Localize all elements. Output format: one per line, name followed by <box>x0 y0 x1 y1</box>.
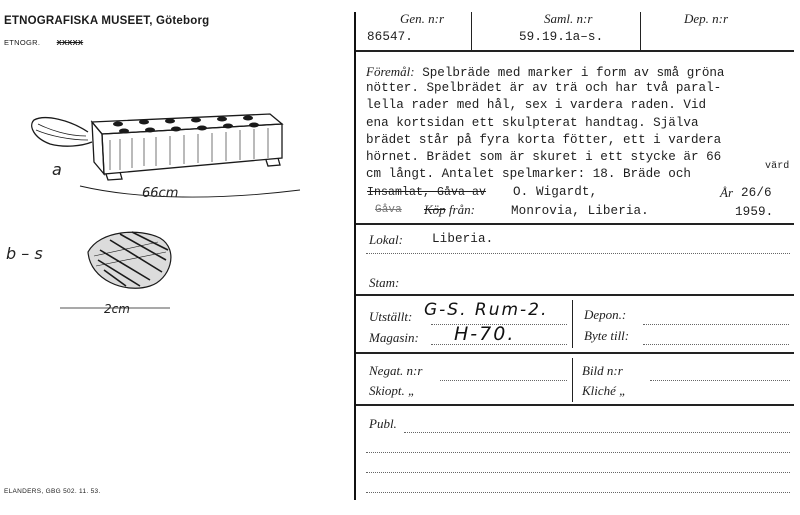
publ-label: Publ. <box>369 416 397 431</box>
year-label: År <box>720 185 733 200</box>
bild-dots <box>650 380 790 381</box>
description-line <box>366 64 725 80</box>
description-text-4: ena kortsidan ett skulpterat handtag. Själva <box>366 116 699 130</box>
sketch-size-a: 66cm <box>142 186 179 201</box>
printer-mark: ELANDERS, GBG 502. 11. 53. <box>4 488 101 495</box>
description-text-2: nötter. Spelbrädet är av trä och har två paral- <box>366 81 722 95</box>
magasin-dots <box>431 344 567 345</box>
size-line-a <box>80 186 300 197</box>
sketch-size-bs: 2cm <box>104 302 130 316</box>
description-text-1: Spelbräde med marker i form av små gröna <box>422 66 725 80</box>
acquisition-donor: O. Wigardt, <box>513 185 598 199</box>
acquisition-date: 26/6 <box>741 186 772 200</box>
dep-label: Dep. n:r <box>684 11 729 26</box>
skiopt-label: Skiopt. „ <box>369 383 416 398</box>
rule-top <box>356 50 794 52</box>
saml-value: 59.19.1a–s. <box>519 30 604 44</box>
photo-sep <box>572 358 573 402</box>
description-super: värd <box>765 161 790 172</box>
rule-photo <box>356 404 794 406</box>
mode-struck: Gåva <box>375 204 402 216</box>
publ-dots-4 <box>366 492 790 493</box>
etnogr-line <box>4 38 83 47</box>
mode-label <box>424 202 475 218</box>
byte-dots <box>643 344 789 345</box>
nut-sketch <box>88 232 171 288</box>
sketch-label-a: a <box>52 160 62 179</box>
description-text-6: hörnet. Brädet som är skuret i ett stycke är 66 <box>366 150 722 164</box>
stam-label: Stam: <box>369 275 400 290</box>
publ-dots-3 <box>366 472 790 473</box>
depon-dots <box>643 324 789 325</box>
byte-label: Byte till: <box>584 328 630 343</box>
gen-label: Gen. n:r <box>400 11 445 26</box>
publ-dots-2 <box>366 452 790 453</box>
description-text-5: brädet står på fyra korta fötter, ett i vardera <box>366 133 722 147</box>
utstallt-label: Utställt: <box>369 309 413 324</box>
card-divider <box>354 12 356 500</box>
rule-storage <box>356 352 794 354</box>
sketch-label-bs: b – s <box>6 244 43 263</box>
num-sep-1 <box>471 12 472 50</box>
kliche-label: Kliché „ <box>582 383 627 398</box>
negat-label: Negat. n:r <box>369 363 423 378</box>
from-label: från: <box>448 202 475 217</box>
rule-stam <box>356 294 794 296</box>
acquisition-year: 1959. <box>735 205 774 219</box>
object-sketch <box>20 100 320 330</box>
storage-sep <box>572 300 573 348</box>
magasin-label: Magasin: <box>369 330 419 345</box>
utstallt-dots <box>431 324 567 325</box>
mode-value: Köp <box>424 202 446 217</box>
etnogr-struck: XXXXX <box>56 38 84 47</box>
negat-dots <box>440 380 567 381</box>
lokal-value: Liberia. <box>432 232 494 246</box>
depon-label: Depon.: <box>584 307 627 322</box>
etnogr-label: ETNOGR. <box>4 38 41 47</box>
gen-value: 86547. <box>367 30 413 44</box>
magasin-value: H-70. <box>454 323 516 345</box>
rule-acquisition <box>356 223 794 225</box>
museum-header: ETNOGRAFISKA MUSEET, Göteborg <box>4 15 210 27</box>
num-sep-2 <box>640 12 641 50</box>
lokal-label: Lokal: <box>369 232 403 247</box>
lokal-dots <box>366 253 790 254</box>
publ-dots-1 <box>404 432 790 433</box>
acquisition-struck: Insamlat, Gåva av <box>367 186 487 199</box>
saml-label: Saml. n:r <box>544 11 593 26</box>
board-sketch <box>32 114 282 180</box>
bild-label: Bild n:r <box>582 363 623 378</box>
from-value: Monrovia, Liberia. <box>511 204 649 218</box>
description-text-3: lella rader med hål, sex i vardera raden. Vid <box>366 98 707 112</box>
utstallt-value: G-S. Rum-2. <box>424 300 549 320</box>
foremal-label: Föremål: <box>366 64 415 79</box>
description-text-7: cm långt. Antalet spelmarker: 18. Bräde och <box>366 167 691 181</box>
